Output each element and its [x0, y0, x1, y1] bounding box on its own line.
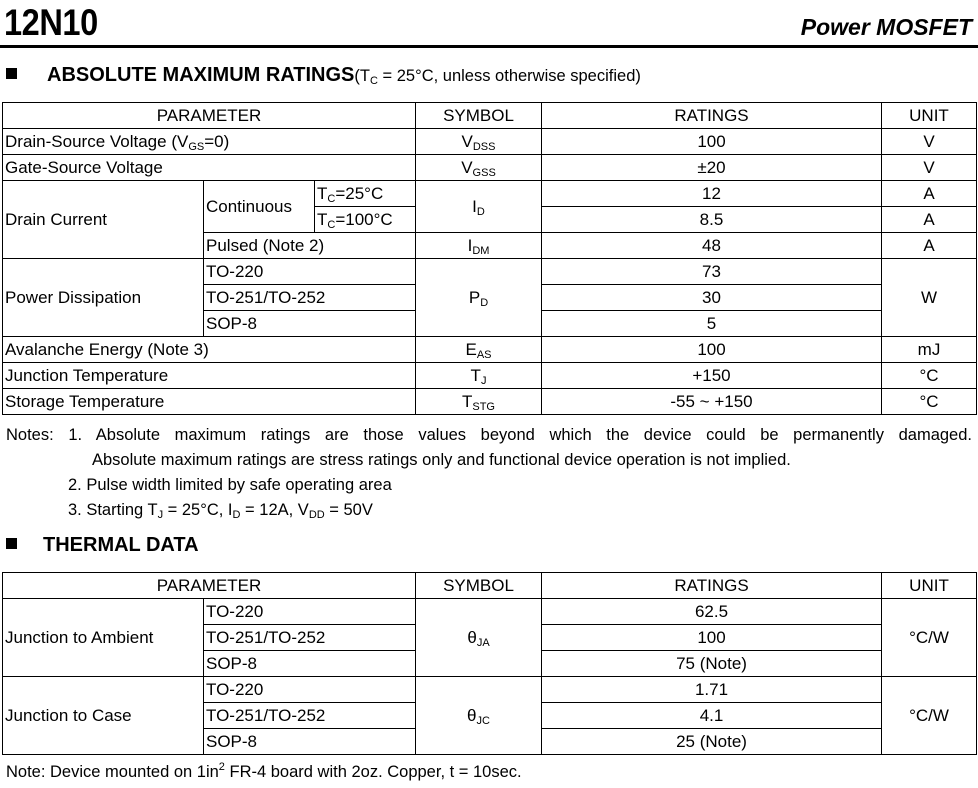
package-cell: TO-220 [204, 599, 416, 625]
rating-cell: 25 (Note) [542, 729, 882, 755]
param-cell: Drain-Source Voltage $(V_{GS}=0)$ [3, 129, 416, 155]
rating-cell: 30 [542, 285, 882, 311]
rating-cell: 62.5 [542, 599, 882, 625]
param-cell: Gate-Source Voltage [3, 155, 416, 181]
table-header-row [3, 103, 977, 129]
header-rule [0, 45, 978, 48]
rating-cell: 12 [542, 181, 882, 207]
package-cell: TO-251/TO-252 [204, 285, 416, 311]
param-cell: Drain Current [3, 181, 204, 259]
symbol-cell: $I_D$ [416, 181, 542, 233]
note-1: Notes: 1. Absolute maximum ratings are those values beyond which the device could be permanently damaged. [6, 426, 972, 444]
symbol-cell: $\theta_{JA}$ [416, 599, 542, 677]
package-cell: TO-251/TO-252 [204, 625, 416, 651]
unit-cell: V [882, 129, 977, 155]
symbol-cell: $P_D$ [416, 259, 542, 337]
note-3: 3. Starting $T_J = 25^\circ C$, $I_D = 12A$, $V_{DD} = 50V$ [68, 501, 373, 521]
col-header-symbol: SYMBOL [416, 103, 542, 129]
unit-cell: mJ [882, 337, 977, 363]
thermal-title: THERMAL DATA [6, 534, 199, 557]
package-cell: TO-220 [204, 677, 416, 703]
abs-max-condition: ($T_C = 25^\circ C$, unless otherwise specified) [354, 67, 641, 87]
unit-cell: °C/W [882, 599, 977, 677]
rating-cell: 73 [542, 259, 882, 285]
param-cell: Junction to Case [3, 677, 204, 755]
rating-cell: 4.1 [542, 703, 882, 729]
abs-max-title: ABSOLUTE MAXIMUM $RATINGS(T_C = 25^\circ C$, unless otherwise specified) [6, 64, 641, 87]
rating-cell: +150 [542, 363, 882, 389]
thermal-note: Note: Device mounted on $1in^2$ FR-4 board with 2oz. Copper, t = 10sec. [6, 761, 522, 781]
table-row [3, 599, 977, 625]
rating-cell: 100 [542, 337, 882, 363]
table-row [3, 129, 977, 155]
bullet-icon [6, 68, 17, 79]
col-header-parameter: PARAMETER [3, 573, 416, 599]
abs-max-notes [6, 423, 972, 523]
col-header-parameter: PARAMETER [3, 103, 416, 129]
rating-cell: 75 (Note) [542, 651, 882, 677]
unit-cell: A [882, 181, 977, 207]
package-cell: TO-220 [204, 259, 416, 285]
note-1-continued: Absolute maximum ratings are stress ratings only and functional device operation is not implied. [92, 451, 791, 469]
table-row [3, 337, 977, 363]
symbol-cell: $V_{DSS}$ [416, 129, 542, 155]
table-row [3, 181, 977, 207]
table-row [3, 155, 977, 181]
device-type: Power MOSFET [800, 14, 972, 40]
condition-cell: $T_C=100^\circ C$ [315, 207, 416, 233]
symbol-cell: $T_J$ [416, 363, 542, 389]
unit-cell: V [882, 155, 977, 181]
symbol-cell: $E_{AS}$ [416, 337, 542, 363]
package-cell: TO-251/TO-252 [204, 703, 416, 729]
package-cell: SOP-8 [204, 311, 416, 337]
abs-max-table [2, 102, 977, 415]
param-cell: Junction Temperature [3, 363, 416, 389]
symbol-cell: $I_{DM}$ [416, 233, 542, 259]
rating-cell: ±20 [542, 155, 882, 181]
unit-cell: A [882, 207, 977, 233]
package-cell: SOP-8 [204, 729, 416, 755]
param-cell: Junction to Ambient [3, 599, 204, 677]
col-header-ratings: RATINGS [542, 103, 882, 129]
col-header-symbol: SYMBOL [416, 573, 542, 599]
bullet-icon [6, 538, 17, 549]
unit-cell: °C [882, 389, 977, 415]
param-cell: Avalanche Energy (Note 3) [3, 337, 416, 363]
symbol-cell: $V_{GSS}$ [416, 155, 542, 181]
symbol-cell: $\theta_{JC}$ [416, 677, 542, 755]
thermal-table [2, 572, 977, 755]
param-cell: Storage Temperature [3, 389, 416, 415]
table-header-row [3, 573, 977, 599]
col-header-unit: UNIT [882, 573, 977, 599]
rating-cell: 1.71 [542, 677, 882, 703]
subparam-cell: Pulsed (Note 2) [204, 233, 416, 259]
package-cell: SOP-8 [204, 651, 416, 677]
symbol-cell: $T_{STG}$ [416, 389, 542, 415]
param-cell: Power Dissipation [3, 259, 204, 337]
part-number: 12N10 [4, 2, 98, 43]
unit-cell: °C/W [882, 677, 977, 755]
rating-cell: 100 [542, 129, 882, 155]
subparam-cell: Continuous [204, 181, 315, 233]
condition-cell: $T_C=25^\circ C$ [315, 181, 416, 207]
table-row [3, 677, 977, 703]
col-header-unit: UNIT [882, 103, 977, 129]
unit-cell: °C [882, 363, 977, 389]
unit-cell: W [882, 259, 977, 337]
rating-cell: 8.5 [542, 207, 882, 233]
col-header-ratings: RATINGS [542, 573, 882, 599]
rating-cell: 5 [542, 311, 882, 337]
rating-cell: 100 [542, 625, 882, 651]
table-row [3, 389, 977, 415]
unit-cell: A [882, 233, 977, 259]
table-row [3, 259, 977, 285]
rating-cell: 48 [542, 233, 882, 259]
note-2: 2. Pulse width limited by safe operating area [68, 476, 392, 494]
table-row [3, 363, 977, 389]
rating-cell: -55 ~ +150 [542, 389, 882, 415]
